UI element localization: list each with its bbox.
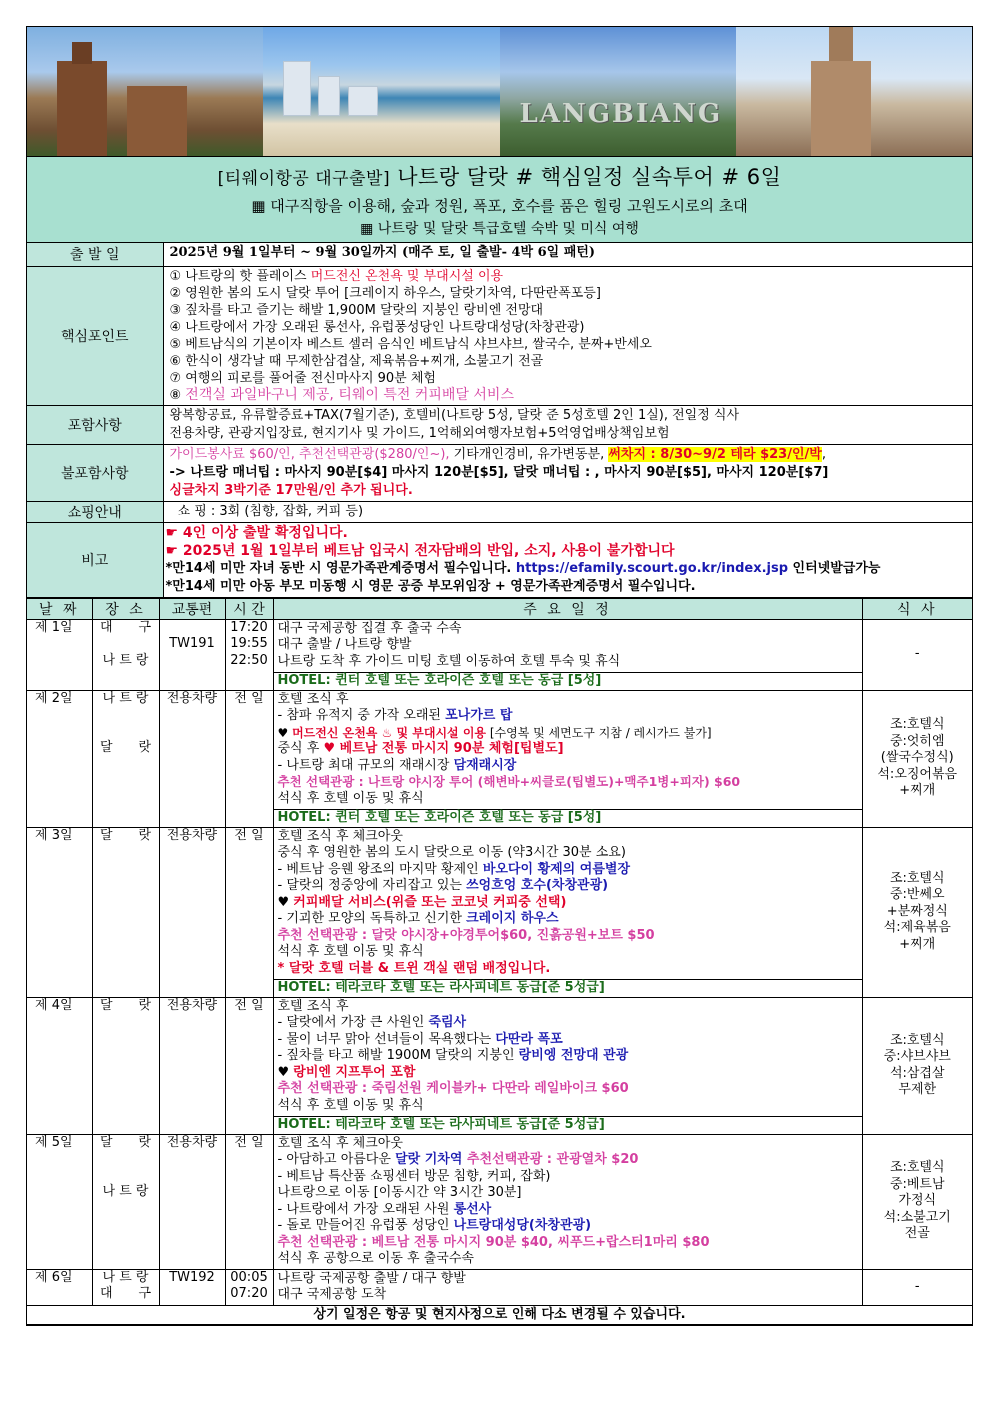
subtitle-2: ▦ 나트랑 및 달랏 특급호텔 숙박 및 미식 여행 [360, 221, 639, 237]
info-table [27, 243, 972, 598]
remark-1: ☛ 4인 이상 출발 확정입니다. [165, 524, 348, 541]
day-row-2: 제 2일 나 트 랑 달 랏 전용차량 전 일 호텔 조식 후 - 참파 유적지 중 가작 오래된 포나가르 탑 ♥ 머드전신 온천욕 ♨ 및 부대시설 이용 [수영복 및 세면도구 지참 / 레시가드 불가] 중식 후 ♥ 베트남 전통 마시지 90분 체험[팁별도] - 나트랑 최대 규모의 재래시장 담재래시장 추천 선택관광 : 나트랑 야시장 투어 (해변바+씨클로(팁별도)+맥주1병+피자) $60 석식 후 호텔 이동 및 휴식 HOTEL: 퀸터 호텔 또는 호라이즌 호텔 또는 동급 [5성] 조:호텔식 중:엇히엠 (쌀국수정식) 석:오징어볶음 +찌개 [27, 690, 972, 827]
point-8: ⑧ 전객실 과일바구니 제공, 티웨이 특전 커피배달 서비스 [169, 386, 514, 403]
points-list [163, 266, 972, 405]
remarks [163, 522, 972, 597]
langbiang-sign-text: LANGBIANG [519, 99, 723, 129]
schedule-table [27, 598, 972, 1326]
point-7: ⑦ 여행의 피로를 풀어줄 전신마사지 90분 체험 [169, 370, 436, 386]
day2-meals: 조:호텔식 중:엇히엠 (쌀국수정식) 석:오징어볶음 +찌개 [862, 690, 972, 827]
efamily-link[interactable]: https://efamily.scourt.go.kr/index.jsp [515, 560, 789, 576]
day6-schedule: 나트랑 국제공항 출발 / 대구 향발 대구 국제공항 도착 [273, 1269, 862, 1305]
day5-schedule: 호텔 조식 후 체크아웃 - 아담하고 아름다운 달랏 기차역 추천선택관광 : 관광열차 $20 - 베트남 특산품 쇼핑센터 방문 침향, 커피, 잡화) 나트랑으로 이동 [이동시간 약 3시간 30분] - 나트랑에서 가장 오래된 사원 롱선사 - 돌로 만들어진 유럽풍 성당인 나트랑대성당(차창관광) 추천 선택관광 : 베트남 전통 마시지 90분 $40, 씨푸드+랍스터1마리 $80 석식 후 공항으로 이동 후 출국수속 [273, 1134, 862, 1269]
col-header-place: 장 소 [92, 598, 159, 619]
day-row-4: 제 4일 달 랏 전용차량 전 일 호텔 조식 후 - 달랏에서 가장 큰 사원인 죽림사 - 물이 너무 맑아 선녀들이 목욕했다는 다딴라 폭포 - 짚차를 타고 해발 1900M 달랏의 지붕인 랑비엥 전망대 관광 ♥ 랑비엔 지프투어 포함 추천 선택관광 : 죽림선원 케이블카+ 다딴라 레일바이크 $60 석식 후 호텔 이동 및 휴식 HOTEL: 테라코타 호텔 또는 라사피네트 동급[준 5성급] 조:호텔식 중:샤브샤브 석:삼겹살 무제한 [27, 997, 972, 1134]
subtitle-1: ▦ 대구직항을 이용해, 숲과 정원, 폭포, 호수를 품은 힐링 고원도시로의 초대 [251, 197, 748, 215]
day-row-1: 제 1일 대 구 나 트 랑 TW191 17:20 19:55 22:50 대구 국제공항 집결 후 출국 수속 대구 출발 / 나트랑 향발 나트랑 도착 후 가이드 미팅 호텔 이동하여 호텔 투숙 및 휴식 HOTEL: 퀸터 호텔 또는 호라이즌 호텔 또는 동급 [5성] - [27, 619, 972, 690]
day1-hotel: HOTEL: 퀸터 호텔 또는 호라이즌 호텔 또는 동급 [5성] [274, 672, 862, 690]
departure-label: 출 발 일 [27, 243, 163, 266]
po-nagar-tower-image [27, 27, 263, 156]
points-label: 핵심포인트 [27, 266, 163, 405]
day1-schedule: 대구 국제공항 집결 후 출국 수속 대구 출발 / 나트랑 향발 나트랑 도착 후 가이드 미팅 호텔 이동하여 호텔 투숙 및 휴식 HOTEL: 퀸터 호텔 또는 호라이즌 호텔 또는 동급 [5성] [273, 619, 862, 690]
remark-4: *만14세 미만 아동 부모 미동행 시 영문 공증 부모위임장 + 영문가족관계증명서 필수입니다. [165, 578, 696, 594]
departure-value: 2025년 9월 1일부터 ~ 9월 30일까지 (매주 토, 일 출발- 4박 6일 패턴) [163, 243, 972, 266]
remark-3: *만14세 미만 자녀 동반 시 영문가족관계증명서 필수입니다. https://efamily.scourt.go.kr/index.jsp 인터넷발급가능 [165, 560, 881, 576]
day2-schedule: 호텔 조식 후 - 참파 유적지 중 가작 오래된 포나가르 탑 ♥ 머드전신 온천욕 ♨ 및 부대시설 이용 [수영복 및 세면도구 지참 / 레시가드 불가] 중식 후 ♥ 베트남 전통 마시지 90분 체험[팁별도] - 나트랑 최대 규모의 재래시장 담재래시장 추천 선택관광 : 나트랑 야시장 투어 (해변바+씨클로(팁별도)+맥주1병+피자) $60 석식 후 호텔 이동 및 휴식 HOTEL: 퀸터 호텔 또는 호라이즌 호텔 또는 동급 [5성] [273, 690, 862, 827]
point-3: ③ 짚차를 타고 즐기는 해발 1,900M 달랏의 지붕인 랑비엔 전망대 [169, 302, 544, 318]
day2-hotel: HOTEL: 퀸터 호텔 또는 호라이즌 호텔 또는 동급 [5성] [274, 809, 862, 827]
cathedral-image [736, 27, 972, 156]
point-4: ④ 나트랑에서 가장 오래된 롱선사, 유럽풍성당인 나트랑대성당(차창관광) [169, 319, 585, 335]
include-label: 포함사항 [27, 405, 163, 444]
title-main-text: 나트랑 달랏 # 핵심일정 실속투어 # 6일 [397, 165, 782, 189]
day-row-3: 제 3일 달 랏 전용차량 전 일 호텔 조식 후 체크아웃 중식 후 영원한 봄의 도시 달랏으로 이동 (약3시간 30분 소요) - 베트남 응웬 왕조의 마지막 황제인 바오다이 황제의 여름별장 - 달랏의 정중앙에 자리잡고 있는 쓰엉흐엉 호수(차창관광) ♥ 커피배달 서비스(위즐 또는 코코넛 커피중 선택) - 기괴한 모양의 독특하고 신기한 크레이지 하우스 추천 선택관광 : 달랏 야시장+야경투어$60, 진흙공원+보트 $50 석식 후 호텔 이동 및 휴식 * 달랏 호텔 더블 & 트윈 객실 랜덤 배정입니다. HOTEL: 테라코타 호텔 또는 라사피네트 동급[준 5성급] 조:호텔식 중:반쎄오 +분짜정식 석:제육볶음 +찌개 [27, 827, 972, 997]
day-row-6: 제 6일 나 트 랑 대 구 TW192 00:05 07:20 나트랑 국제공항 출발 / 대구 향발 대구 국제공항 도착 - [27, 1269, 972, 1305]
photo-banner [27, 27, 972, 157]
day-row-5: 제 5일 달 랏 나 트 랑 전용차량 전 일 호텔 조식 후 체크아웃 - 아담하고 아름다운 달랏 기차역 추천선택관광 : 관광열차 $20 - 베트남 특산품 쇼핑센터 방문 침향, 커피, 잡화) 나트랑으로 이동 [이동시간 약 3시간 30분] - 나트랑에서 가장 오래된 사원 롱선사 - 돌로 만들어진 유럽풍 성당인 나트랑대성당(차창관광) 추천 선택관광 : 베트남 전통 마시지 90분 $40, 씨푸드+랍스터1마리 $80 석식 후 공항으로 이동 후 출국수속 조:호텔식 중:베트남 가정식 석:소불고기 전골 [27, 1134, 972, 1269]
include-value: 왕복항공료, 유류할증료+TAX(7월기준), 호텔비(나트랑 5성, 달랏 준 5성호텔 2인 1실), 전일정 식사 전용차량, 관광지입장료, 현지기사 및 가이드, 1억해외여행자보험+5억영업배상책임보험 [163, 405, 972, 444]
col-header-transport: 교통편 [159, 598, 225, 619]
day3-meals: 조:호텔식 중:반쎄오 +분짜정식 석:제육볶음 +찌개 [862, 827, 972, 997]
point-1: ① 나트랑의 핫 플레이스 머드전신 온천욕 및 부대시설 이용 [169, 268, 504, 284]
day3-hotel: HOTEL: 테라코타 호텔 또는 라사피네트 동급[준 5성급] [274, 979, 862, 997]
title-prefix: [티웨이항공 대구출발] [217, 169, 391, 189]
point-5: ⑤ 베트남식의 기본이자 베스트 셀러 음식인 베트남식 샤브샤브, 쌀국수, 분짜+반세오 [169, 336, 652, 352]
remark-2: ☛ 2025년 1월 1일부터 베트남 입국시 전자담배의 반입, 소지, 사용이 불가합니다 [165, 542, 675, 559]
day3-schedule: 호텔 조식 후 체크아웃 중식 후 영원한 봄의 도시 달랏으로 이동 (약3시간 30분 소요) - 베트남 응웬 왕조의 마지막 황제인 바오다이 황제의 여름별장 - 달랏의 정중앙에 자리잡고 있는 쓰엉흐엉 호수(차창관광) ♥ 커피배달 서비스(위즐 또는 코코넛 커피중 선택) - 기괴한 모양의 독특하고 신기한 크레이지 하우스 추천 선택관광 : 달랏 야시장+야경투어$60, 진흙공원+보트 $50 석식 후 호텔 이동 및 휴식 * 달랏 호텔 더블 & 트윈 객실 랜덤 배정입니다. HOTEL: 테라코타 호텔 또는 라사피네트 동급[준 5성급] [273, 827, 862, 997]
day5-meals: 조:호텔식 중:베트남 가정식 석:소불고기 전골 [862, 1134, 972, 1269]
day4-schedule: 호텔 조식 후 - 달랏에서 가장 큰 사원인 죽림사 - 물이 너무 맑아 선녀들이 목욕했다는 다딴라 폭포 - 짚차를 타고 해발 1900M 달랏의 지붕인 랑비엥 전망대 관광 ♥ 랑비엔 지프투어 포함 추천 선택관광 : 죽림선원 케이블카+ 다딴라 레일바이크 $60 석식 후 호텔 이동 및 휴식 HOTEL: 테라코타 호텔 또는 라사피네트 동급[준 5성급] [273, 997, 862, 1134]
title-box [27, 157, 972, 243]
day4-hotel: HOTEL: 테라코타 호텔 또는 라사피네트 동급[준 5성급] [274, 1116, 862, 1134]
point-2: ② 영원한 봄의 도시 달랏 투어 [크레이지 하우스, 달랏기차역, 다딴란폭포등] [169, 285, 601, 301]
page-title [27, 161, 972, 191]
remark-label: 비고 [27, 522, 163, 597]
nha-trang-beach-image [263, 27, 499, 156]
footer-note: 상기 일정은 항공 및 현지사정으로 인해 다소 변경될 수 있습니다. [27, 1305, 972, 1325]
col-header-schedule: 주 요 일 정 [273, 598, 862, 619]
langbiang-sign-image [500, 27, 736, 156]
point-6: ⑥ 한식이 생각날 때 무제한삼겹살, 제육볶음+찌개, 소불고기 전골 [169, 353, 544, 369]
itinerary-page [26, 26, 973, 1326]
exclude-value: 가이드봉사료 $60/인, 추천선택관광($280/인~), 기타개인경비, 유가변동분, 써차지 : 8/30~9/2 테라 $23/인/박, -> 나트랑 매너팁 : 마사지 90분[$4] 마사지 120분[$5], 달랏 매너팁 : , 마사지 90분[$5], 마사지 120분[$7] 싱글차지 3박기준 17만원/인 추가 됩니다. [163, 444, 972, 501]
shopping-value: 쇼 핑 : 3회 (침향, 잡화, 커피 등) [163, 501, 972, 522]
day4-meals: 조:호텔식 중:샤브샤브 석:삼겹살 무제한 [862, 997, 972, 1134]
shopping-label: 쇼핑안내 [27, 501, 163, 522]
exclude-label: 불포함사항 [27, 444, 163, 501]
col-header-time: 시 간 [225, 598, 273, 619]
col-header-date: 날 짜 [27, 598, 92, 619]
col-header-meal: 식 사 [862, 598, 972, 619]
